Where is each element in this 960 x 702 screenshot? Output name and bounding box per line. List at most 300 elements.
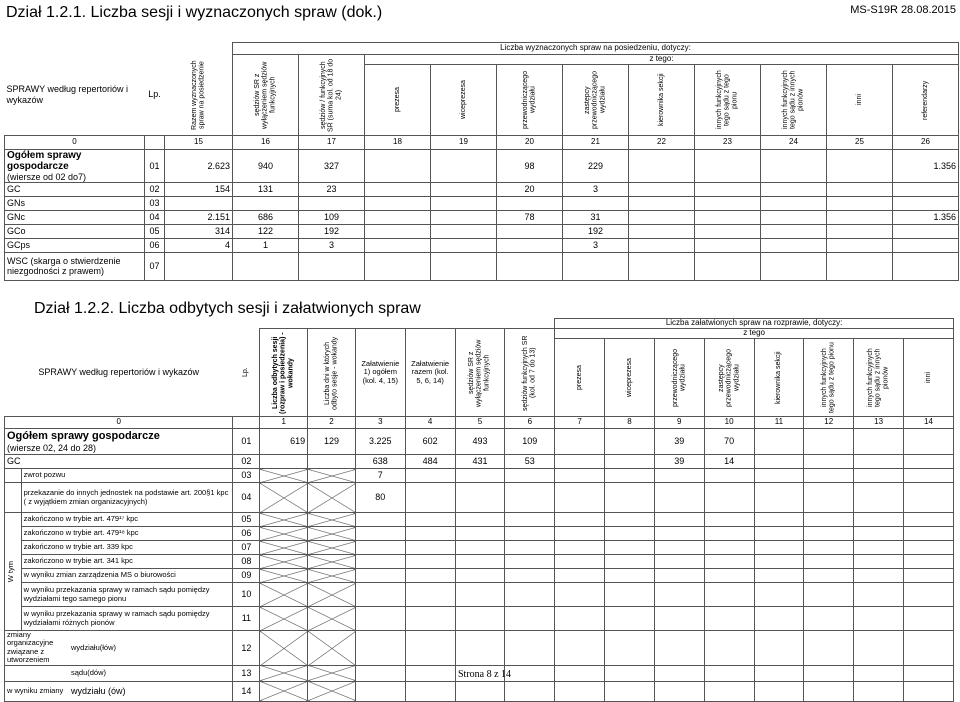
- t1-cell: [497, 238, 563, 252]
- t1-cell: 2.623: [165, 149, 233, 182]
- t1-cell: 686: [233, 210, 299, 224]
- t2-cell: [605, 583, 655, 607]
- t2-cell: 602: [405, 429, 455, 455]
- t1-header-col26: referendarzy: [921, 80, 929, 120]
- t2-colnum: 13: [854, 417, 904, 429]
- t1-row-label: [5, 238, 145, 252]
- t2-group-header: Liczba załatwionych spraw na rozprawie, dotyczy:: [555, 319, 954, 329]
- t1-colnum-row: [5, 135, 959, 149]
- t1-cell: [629, 210, 695, 224]
- t2-cell: [555, 569, 605, 583]
- t2-cell: [804, 541, 854, 555]
- t2-row-lp: 07: [233, 541, 260, 555]
- t2-cell: [308, 681, 356, 701]
- t2-cell: 80: [355, 483, 405, 513]
- t2-colnum: 7: [555, 417, 605, 429]
- t2-cell: [260, 513, 308, 527]
- t2-cell: [308, 455, 356, 469]
- t2-cell: [308, 583, 356, 607]
- t1-cell: [893, 238, 959, 252]
- t1-cell: 109: [299, 210, 365, 224]
- t2-cell: [308, 527, 356, 541]
- t2-cell: [704, 583, 754, 607]
- t2-cell: [505, 583, 555, 607]
- table-row: [5, 555, 954, 569]
- t2-cell: [555, 631, 605, 666]
- t1-cell: [431, 149, 497, 182]
- table-row: [5, 238, 959, 252]
- t2-cell: [804, 631, 854, 666]
- t2-cell: [405, 555, 455, 569]
- t1-cell: 3: [299, 238, 365, 252]
- t2-cell: [854, 631, 904, 666]
- t1-cell: [299, 196, 365, 210]
- t1-header-col25: inni: [855, 94, 863, 106]
- t2-cell: [605, 527, 655, 541]
- t1-cell: 4: [165, 238, 233, 252]
- t2-row-lp: 01: [233, 429, 260, 455]
- t2-cell: [654, 469, 704, 483]
- t2-cell: [704, 569, 754, 583]
- t2-cell: [754, 527, 804, 541]
- t2-cell: [555, 483, 605, 513]
- t2-cell: [854, 665, 904, 681]
- t1-cell: [761, 252, 827, 280]
- t1-col-label: SPRAWY według repertoriów i wykazów: [6, 84, 129, 105]
- t2-header-col2: Liczba dni w których odbyto sesje - wokandy: [323, 335, 339, 410]
- t2-cell: [654, 569, 704, 583]
- t1-colnum: 24: [761, 135, 827, 149]
- t2-cell: [260, 665, 308, 681]
- t1-cell: [497, 196, 563, 210]
- t1-cell: [629, 149, 695, 182]
- t1-colnum: 18: [365, 135, 431, 149]
- t1-cell: [365, 210, 431, 224]
- t2-cell: [505, 469, 555, 483]
- t1-cell: [695, 252, 761, 280]
- t2-cell: 39: [654, 429, 704, 455]
- t2-cell: [804, 483, 854, 513]
- t1-cell: [827, 149, 893, 182]
- t1-row-lp: 05: [145, 224, 165, 238]
- t1-cell: [827, 224, 893, 238]
- t2-cell: [854, 607, 904, 631]
- t2-colnum: 8: [605, 417, 655, 429]
- t1-header-col22: kierownika sekcji: [657, 73, 665, 127]
- t2-cell: [704, 607, 754, 631]
- t1-cell: [695, 210, 761, 224]
- t2-cell: [804, 455, 854, 469]
- t2-colnum: 14: [904, 417, 954, 429]
- t2-cell: [854, 429, 904, 455]
- t1-cell: 20: [497, 182, 563, 196]
- t2-cell: [355, 569, 405, 583]
- t2-cell: [854, 483, 904, 513]
- t1-cell: 1.356: [893, 210, 959, 224]
- t2-cell: [804, 555, 854, 569]
- t2-cell: [704, 681, 754, 701]
- table-row: [5, 569, 954, 583]
- t2-cell: [804, 469, 854, 483]
- t2-cell: [654, 483, 704, 513]
- form-code: MS-S19R 28.08.2015: [850, 4, 956, 16]
- t2-cell: [555, 527, 605, 541]
- t2-header-col5: sędziów SR z wyłączeniem sędziów funkcyjnych: [468, 338, 491, 407]
- table-row: [5, 252, 959, 280]
- t2-cell: [654, 665, 704, 681]
- t2-colnum: 0: [5, 417, 233, 429]
- t1-cell: 192: [563, 224, 629, 238]
- t2-row-lp: 03: [233, 469, 260, 483]
- t1-cell: [563, 252, 629, 280]
- t1-cell: 940: [233, 149, 299, 182]
- t2-cell: [754, 555, 804, 569]
- t2-cell: [654, 555, 704, 569]
- t2-cell: [455, 583, 505, 607]
- t2-cell: [355, 541, 405, 555]
- t2-cell: [405, 569, 455, 583]
- t2-cell: [754, 541, 804, 555]
- t1-cell: [761, 210, 827, 224]
- t2-cell: [455, 555, 505, 569]
- t2-cell: 129: [308, 429, 356, 455]
- t2-cell: [355, 631, 405, 666]
- t2-lp-header: Lp.: [242, 367, 250, 378]
- t2-cell: [260, 541, 308, 555]
- t1-header-col17: sędziów / funkcyjnych SR (suma kol. od 18 do 24): [319, 58, 343, 132]
- t2-cell: [555, 429, 605, 455]
- t2-row-label: [5, 429, 233, 455]
- t2-row-lp: 02: [233, 455, 260, 469]
- t2-row-lp: 13: [233, 665, 260, 681]
- t2-row-lp: 09: [233, 569, 260, 583]
- t2-cell: 638: [355, 455, 405, 469]
- t2-cell: [308, 607, 356, 631]
- t1-row-label: [5, 252, 145, 280]
- t2-cell: 53: [505, 455, 555, 469]
- t1-row-lp: 02: [145, 182, 165, 196]
- t2-row-label: w wyniku przekazania sprawy w ramach sądu pomiędzy wydziałami tego samego pionu: [21, 583, 233, 607]
- t2-cell: [555, 469, 605, 483]
- t1-cell: [761, 182, 827, 196]
- t2-cell: 431: [455, 455, 505, 469]
- t2-colnum: 6: [505, 417, 555, 429]
- t1-cell: [365, 196, 431, 210]
- t2-header-col6: sędziów funkcyjnych SR (kol. od 7 do 13): [522, 334, 537, 411]
- t2-cell: [260, 607, 308, 631]
- t1-cell: [893, 252, 959, 280]
- t1-header-col18: prezesa: [393, 87, 401, 113]
- t1-cell: [827, 238, 893, 252]
- t1-cell: 122: [233, 224, 299, 238]
- t2-cell: [854, 513, 904, 527]
- t1-colnum: 0: [5, 135, 145, 149]
- t2-header-col9: przewodniczącego wydziału: [671, 348, 687, 407]
- t2-cell: [308, 569, 356, 583]
- t1-body: [5, 149, 959, 280]
- t2-cell: [854, 583, 904, 607]
- t2-cell: [355, 681, 405, 701]
- t2-row-lp: 04: [233, 483, 260, 513]
- t2-cell: [355, 513, 405, 527]
- t2-cell: [804, 665, 854, 681]
- t2-cell: [904, 631, 954, 666]
- t2-cell: [854, 527, 904, 541]
- t1-row-label: [5, 149, 145, 182]
- t2-row-lp: 11: [233, 607, 260, 631]
- t1-row-title: Ogółem sprawy gospodarcze: [7, 149, 82, 172]
- t1-cell: [431, 182, 497, 196]
- t2-cell: [605, 513, 655, 527]
- t2-row-sublabel: sądu(dów): [71, 667, 107, 677]
- t2-cell: [904, 455, 954, 469]
- t2-cell: [754, 469, 804, 483]
- t1-cell: [893, 224, 959, 238]
- t2-cell: [605, 681, 655, 701]
- t2-indent-cell: [5, 483, 22, 513]
- section-title-1-2-1: Dział 1.2.1. Liczba sesji i wyznaczonych spraw (dok.): [6, 4, 383, 21]
- t1-header-col16: sędziów SR z wyłączeniem sędziów funkcyjnych: [253, 61, 277, 129]
- t1-cell: [695, 182, 761, 196]
- t2-cell: 70: [704, 429, 754, 455]
- t2-row-label: w wyniku przekazania sprawy w ramach sądu pomiędzy wydziałami różnych pionów: [21, 607, 233, 631]
- t1-cell: [761, 224, 827, 238]
- t2-cell: 493: [455, 429, 505, 455]
- t1-cell: [431, 252, 497, 280]
- t2-row-label: zwrot pozwu: [21, 469, 233, 483]
- t2-cell: [260, 569, 308, 583]
- table-row: [5, 513, 954, 527]
- t2-cell: [754, 607, 804, 631]
- t2-wtym-cell: [5, 513, 22, 631]
- t2-colnum: 2: [308, 417, 356, 429]
- table-row: [5, 429, 954, 455]
- t2-cell: [455, 483, 505, 513]
- t2-cell: [754, 429, 804, 455]
- t2-cell: [605, 569, 655, 583]
- t2-group-label: w wyniku zmiany: [7, 685, 64, 695]
- table-row: [5, 149, 959, 182]
- t2-cell: [654, 631, 704, 666]
- t1-colnum: 20: [497, 135, 563, 149]
- t2-header-col14: inni: [924, 372, 932, 383]
- t1-cell: [695, 149, 761, 182]
- t2-cell: [754, 569, 804, 583]
- t2-group-wrap: [7, 631, 230, 665]
- t1-cell: [695, 196, 761, 210]
- t1-cell: [893, 182, 959, 196]
- t1-colnum: 22: [629, 135, 695, 149]
- t2-cell: [260, 583, 308, 607]
- t1-colnum: 16: [233, 135, 299, 149]
- table-1-2-2: [4, 318, 954, 702]
- t1-colnum: 21: [563, 135, 629, 149]
- t2-cell: [355, 583, 405, 607]
- t2-cell: [505, 483, 555, 513]
- t1-cell: [827, 196, 893, 210]
- t2-cell: [260, 455, 308, 469]
- t2-cell: [704, 483, 754, 513]
- t1-cell: [165, 252, 233, 280]
- t2-cell: [505, 555, 555, 569]
- t1-row-lp: 04: [145, 210, 165, 224]
- t1-row-subtitle: (wiersze od 02 do7): [7, 171, 87, 182]
- t2-cell: [605, 455, 655, 469]
- t2-cell: 619: [260, 429, 308, 455]
- t2-cell: [704, 631, 754, 666]
- t1-row-label: [5, 210, 145, 224]
- t1-cell: [629, 182, 695, 196]
- t1-row-label: [5, 182, 145, 196]
- t1-cell: 192: [299, 224, 365, 238]
- t2-cell: [308, 555, 356, 569]
- t2-cell: [505, 665, 555, 681]
- t2-header-col7: prezesa: [575, 365, 583, 390]
- t1-colnum: 25: [827, 135, 893, 149]
- t2-cell: [704, 665, 754, 681]
- t2-row-label: zakończono w trybie art. 339 kpc: [21, 541, 233, 555]
- table-row: [5, 607, 954, 631]
- t2-cell: [754, 583, 804, 607]
- t2-cell: [605, 541, 655, 555]
- t2-row-label: [5, 631, 233, 666]
- t2-cell: [754, 681, 804, 701]
- t2-cell: [555, 681, 605, 701]
- t1-cell: 23: [299, 182, 365, 196]
- t1-cell: 3: [563, 238, 629, 252]
- t2-cell: [355, 527, 405, 541]
- t2-row-title: Ogółem sprawy gospodarcze: [7, 430, 160, 443]
- t2-header-col8: wiceprezesa: [625, 358, 633, 397]
- t2-cell: [505, 569, 555, 583]
- t2-cell: [904, 555, 954, 569]
- t2-header-col13: innych funkcyjnych tego sądu z innych pionów: [867, 348, 890, 407]
- t1-cell: 2.151: [165, 210, 233, 224]
- t2-cell: [804, 429, 854, 455]
- t2-cell: [505, 631, 555, 666]
- t1-cell: [563, 196, 629, 210]
- t2-cell: [654, 681, 704, 701]
- t2-cell: [355, 607, 405, 631]
- t2-row-label: zakończono w trybie art. 341 kpc: [21, 555, 233, 569]
- t2-cell: [605, 631, 655, 666]
- t2-header-col10: zastępcy przewodniczącego wydziału: [717, 348, 740, 407]
- t2-cell: [355, 555, 405, 569]
- table-row: [5, 196, 959, 210]
- t2-cell: [455, 513, 505, 527]
- t1-header-col24: innych funkcyjnych tego sądu z innych pionów: [781, 70, 805, 130]
- t2-cell: [405, 513, 455, 527]
- t2-cell: [455, 469, 505, 483]
- t1-row-lp: 03: [145, 196, 165, 210]
- t2-cell: [260, 469, 308, 483]
- t2-cell: [308, 513, 356, 527]
- t2-cell: [455, 541, 505, 555]
- t1-row-title: GC: [7, 184, 21, 195]
- t2-cell: [605, 483, 655, 513]
- t2-header-col4: Załatwienie razem (kol. 5, 6, 14): [405, 329, 455, 417]
- t1-cell: [233, 196, 299, 210]
- t2-cell: [704, 513, 754, 527]
- t2-cell: [754, 513, 804, 527]
- t2-cell: [555, 665, 605, 681]
- t2-cell: [754, 483, 804, 513]
- t1-cell: [299, 252, 365, 280]
- t2-colnum: 1: [260, 417, 308, 429]
- table-1-2-1: [4, 42, 959, 281]
- t1-row-title: GNs: [7, 198, 25, 209]
- t1-cell: [431, 210, 497, 224]
- t1-cell: 3: [563, 182, 629, 196]
- t1-colnum: 23: [695, 135, 761, 149]
- table-row: [5, 224, 959, 238]
- t2-cell: [260, 527, 308, 541]
- t1-row-title: GCo: [7, 226, 26, 237]
- t1-row-lp: 07: [145, 252, 165, 280]
- t2-row-lp: 08: [233, 555, 260, 569]
- t1-cell: [827, 182, 893, 196]
- t2-cell: [654, 527, 704, 541]
- t2-col-label: SPRAWY według repertoriów i wykazów: [38, 367, 199, 378]
- t1-colnum: 26: [893, 135, 959, 149]
- t1-row-lp: 06: [145, 238, 165, 252]
- t1-header-col21: zastępcy przewodniczącego wydziału: [583, 70, 607, 129]
- t1-ztego: z tego:: [365, 55, 959, 65]
- t2-cell: [804, 513, 854, 527]
- t2-cell: [308, 631, 356, 666]
- t1-cell: [365, 149, 431, 182]
- table-row: [5, 681, 954, 701]
- t2-cell: [904, 681, 954, 701]
- t2-colnum: 5: [455, 417, 505, 429]
- t1-cell: [629, 224, 695, 238]
- t2-row-lp: 05: [233, 513, 260, 527]
- t2-cell: 3.225: [355, 429, 405, 455]
- t2-cell: [904, 541, 954, 555]
- table-row: [5, 483, 954, 513]
- t2-cell: [605, 607, 655, 631]
- t2-indent-cell: [5, 469, 22, 483]
- t2-cell: [405, 681, 455, 701]
- t1-cell: [695, 224, 761, 238]
- table-row: [5, 469, 954, 483]
- t2-header-col12: innych funkcyjnych tego sądu z tego pionu: [821, 342, 836, 413]
- t1-cell: [365, 182, 431, 196]
- t2-group-label: zmiany organizacyjne związane z utworzeniem: [7, 630, 54, 665]
- t2-cell: [754, 455, 804, 469]
- t1-row-label: [5, 196, 145, 210]
- t2-cell: [854, 541, 904, 555]
- t1-row-title: GNc: [7, 212, 25, 223]
- t2-row-label: GC: [5, 455, 233, 469]
- t2-ztego: z tego: [555, 329, 954, 339]
- t2-cell: [505, 513, 555, 527]
- t2-colnum: 9: [654, 417, 704, 429]
- table-row: [5, 541, 954, 555]
- t2-cell: [405, 527, 455, 541]
- table-row: [5, 527, 954, 541]
- t2-cell: [704, 527, 754, 541]
- t2-cell: [704, 469, 754, 483]
- t2-cell: [405, 469, 455, 483]
- t2-cell: [704, 541, 754, 555]
- t2-cell: [804, 569, 854, 583]
- t2-row-sublabel: wydziału (ów): [71, 686, 126, 697]
- t1-cell: [365, 224, 431, 238]
- table-row: [5, 583, 954, 607]
- t1-cell: [431, 196, 497, 210]
- t1-cell: [365, 252, 431, 280]
